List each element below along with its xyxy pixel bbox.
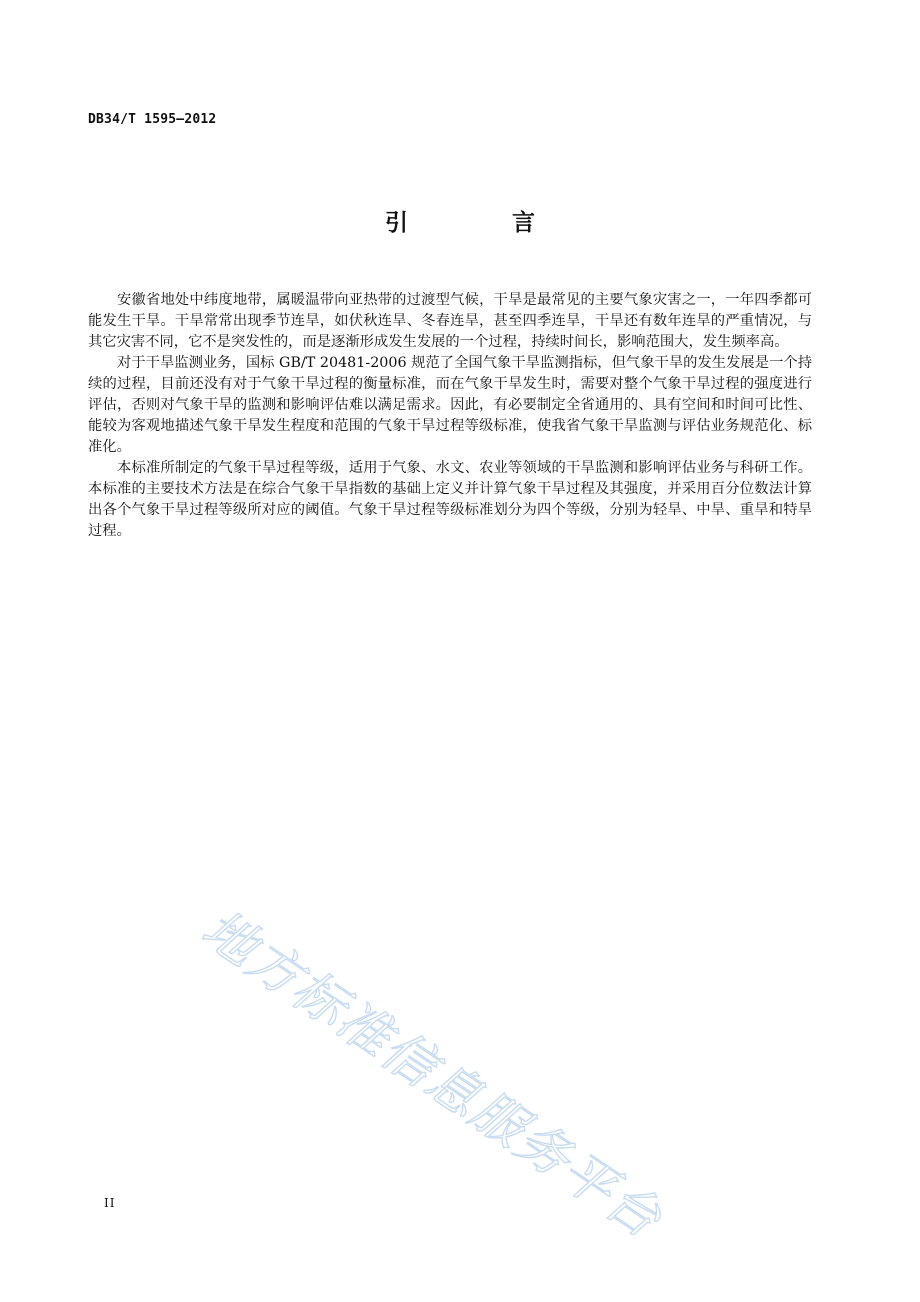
paragraph-2: 对于干旱监测业务，国标 GB/T 20481-2006 规范了全国气象干旱监测指标，但气象干旱的发生发展是一个持续的过程，目前还没有对于气象干旱过程的衡量标准，而在气象干旱发生时，需要对整个气象干旱过程的强度进行评估，否则对气象干旱的监测和影响评估难以满足需求。因此，有必要制定全省通用的、具有空间和时间可比性、能较为客观地描述气象干旱发生程度和范围的气象干旱过程等级标准，使我省气象干旱监测与评估业务规范化、标准化。 [88, 355, 812, 455]
watermark: 地方标准信息服务平台 [191, 898, 673, 1251]
paragraph-3: 本标准所制定的气象干旱过程等级，适用于气象、水文、农业等领域的干旱监测和影响评估业务与科研工作。本标准的主要技术方法是在综合气象干旱指数的基础上定义并计算气象干旱过程及其强度，并采用百分位数法计算出各个气象干旱过程等级所对应的阈值。气象干旱过程等级标准划分为四个等级，分别为轻旱、中旱、重旱和特旱过程。 [88, 460, 812, 539]
page-number: II [104, 1196, 116, 1210]
page-title: 引 言 [384, 210, 583, 236]
body-text [88, 290, 812, 542]
paragraph-1: 安徽省地处中纬度地带，属暖温带向亚热带的过渡型气候，干旱是最常见的主要气象灾害之一，一年四季都可能发生干旱。干旱常常出现季节连旱，如伏秋连旱、冬春连旱，甚至四季连旱，干旱还有数年连旱的严重情况，与其它灾害不同，它不是突发性的，而是逐渐形成发生发展的一个过程，持续时间长，影响范围大，发生频率高。 [88, 292, 812, 350]
document-code: DB34/T 1595—2012 [88, 112, 217, 127]
